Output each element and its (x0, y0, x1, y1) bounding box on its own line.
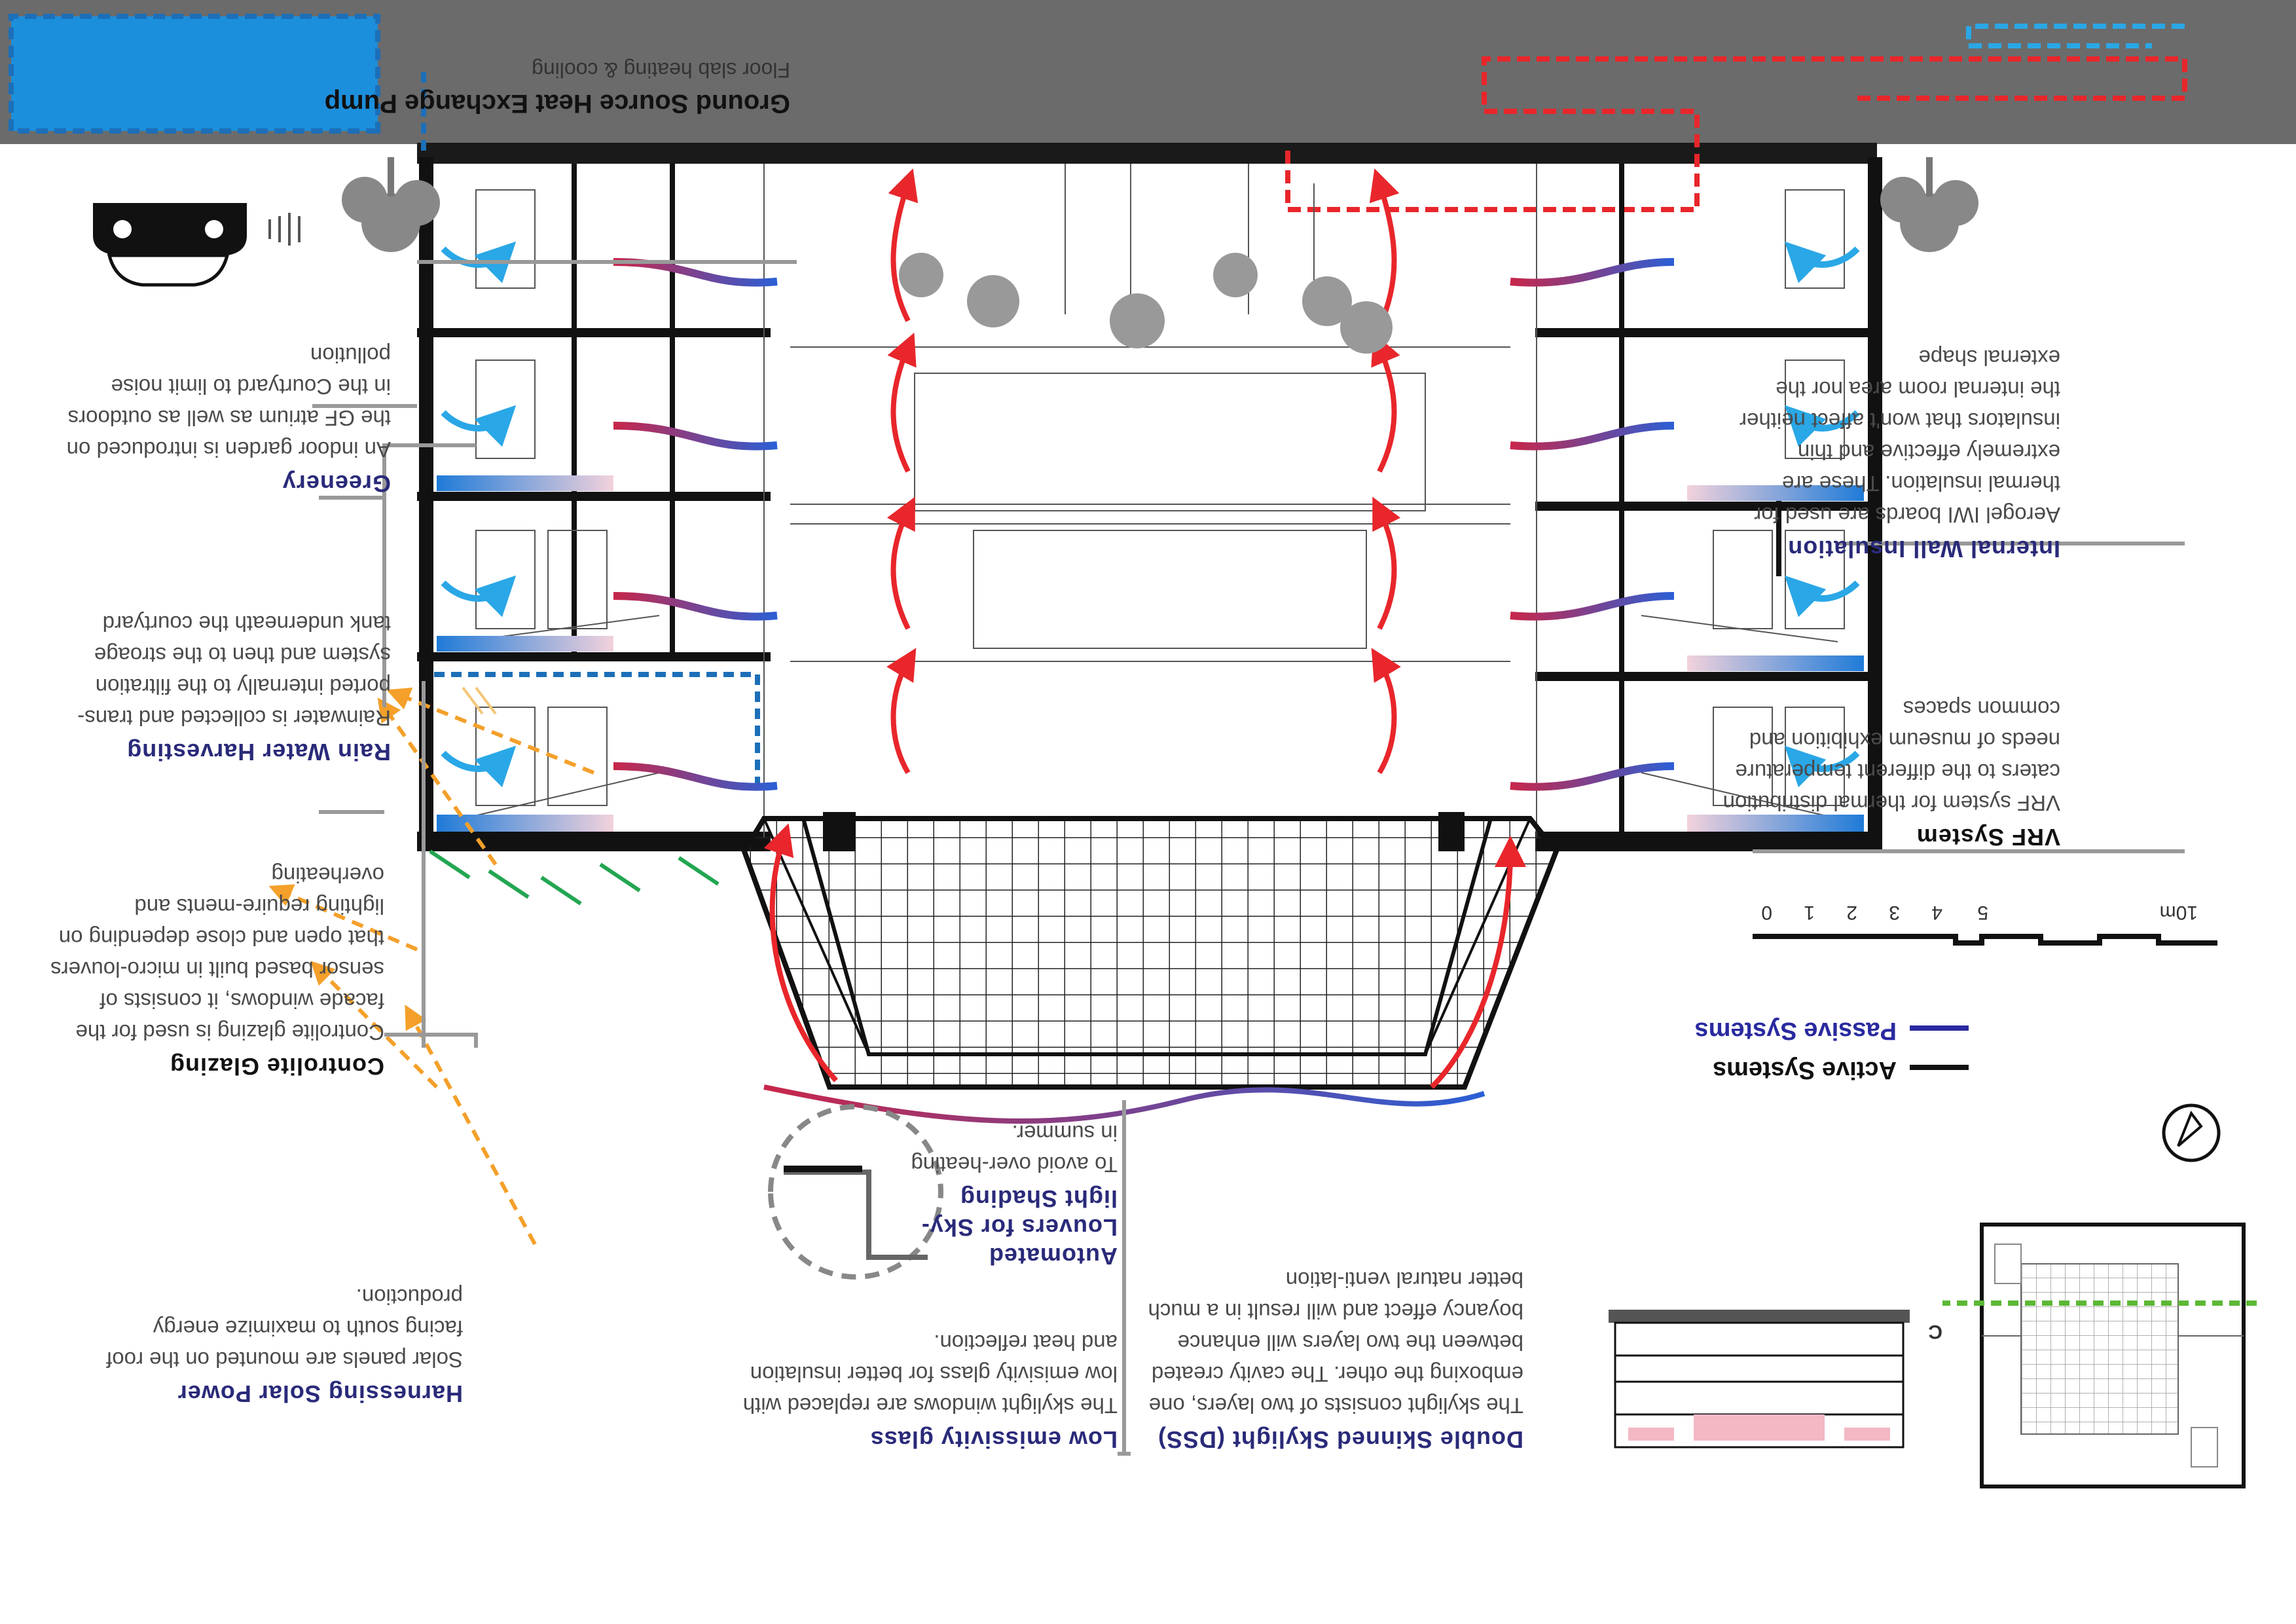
scale-label-5: 1 (1804, 902, 1815, 923)
vrf-system-body: VRF system for thermal distribution caters to the different temperature needs of museum exhibition and common spaces (1722, 697, 2060, 815)
controlite-glazing-title: Controlite Glazing (170, 1053, 384, 1080)
facade-micro-louvers (430, 851, 718, 904)
double-skinned-skylight-note (1144, 1264, 1523, 1454)
rain-water-harvesting-note (50, 608, 391, 766)
greenery-title: Greenery (282, 470, 391, 497)
rain-water-harvesting-title: Rain Water Harvesting (126, 739, 391, 766)
double-skinned-skylight (744, 812, 1556, 1087)
scale-bar (1753, 936, 2217, 943)
low-emissivity-glass-body: The skylight windows are replaced with low emisivity glass for better insulation and heat reflection. (742, 1331, 1118, 1418)
north-arrow-icon (2164, 1105, 2219, 1160)
solar-power-title: Harnessing Solar Power (177, 1380, 463, 1407)
building-foundation-slab (417, 143, 1877, 164)
vrf-system-note (1720, 693, 2060, 851)
scale-label-4: 2 (1846, 902, 1857, 923)
floor-slab-subtitle: Floor slab heating & cooling (532, 58, 790, 82)
greenery-body: An indoor garden is introduced on the GF atrium as well as outdoors in the Courtyard to limit noise pollution (66, 343, 391, 462)
scale-label-1: 5 (1977, 902, 1988, 923)
low-emissivity-glass-note (738, 1327, 1118, 1454)
vrf-system-title: VRF System (1916, 824, 2060, 851)
rain-water-harvesting-body: Rainwater is collected and trans-ported internally to the filtration system and then to the stroage tank underneath the courtyard (77, 612, 391, 730)
rainwater-arrows (463, 688, 496, 714)
car-icon (93, 203, 247, 285)
internal-wall-insulation-body: Aerogel IWI boards are used for thermal insulation. These are extremely effective and thin insulators that won't affect neither the internal room area nor the external shape (1740, 346, 2060, 527)
scale-label-2: 4 (1931, 902, 1942, 923)
low-emissivity-glass-title: Low emissivity glass (869, 1426, 1118, 1453)
controlite-glazing-note (44, 859, 384, 1080)
automated-louvers-body: To avoid over-heating in summer. (911, 1121, 1118, 1177)
automated-louvers-title: Automated Louvers for Sky-light Shading (920, 1185, 1118, 1270)
atrium-plants (899, 253, 1393, 354)
automated-louvers-note (902, 1117, 1118, 1270)
tree-right (1880, 157, 1978, 252)
solar-power-body: Solar panels are mounted on the roof facing south to maximize energy production. (106, 1285, 463, 1372)
solar-power-note (96, 1281, 463, 1408)
controlite-glazing-body: Controlite glazing is used for the facade windows, it consists of sensor based built in micro-louvers that open and close depending on lighting require-ments and overheating (50, 863, 384, 1044)
scale-label-0: 10m (2159, 902, 2198, 923)
scale-label-6: 0 (1761, 902, 1772, 923)
ground-heat-pump-title: Ground Source Heat Exchange Pump (324, 89, 790, 118)
active-systems-legend-label: Active Systems (1713, 1056, 1897, 1084)
passive-systems-legend-label: Passive Systems (1694, 1017, 1897, 1044)
greenery-note (50, 339, 391, 498)
noise-lines-icon (270, 213, 299, 246)
wing-a-floor-slabs (417, 328, 771, 851)
water-storage-tank (11, 16, 378, 131)
section-marker-label: C (1928, 1321, 1942, 1342)
scale-label-3: 3 (1889, 902, 1900, 923)
double-skinned-skylight-body: The skylight consists of two layers, one emboxing the other. The cavity created between the two layers will enhance boyancy effect and will result in a much better natural venti-lation (1148, 1268, 1523, 1418)
double-skinned-skylight-title: Double Skinned Skylight (DSS) (1157, 1426, 1523, 1453)
internal-wall-insulation-title: Internal Wall Insulation (1787, 536, 2060, 563)
key-floor-plan (1942, 1225, 2257, 1486)
internal-wall-insulation-note (1707, 342, 2060, 563)
key-section-thumbnail (1609, 1310, 1910, 1447)
